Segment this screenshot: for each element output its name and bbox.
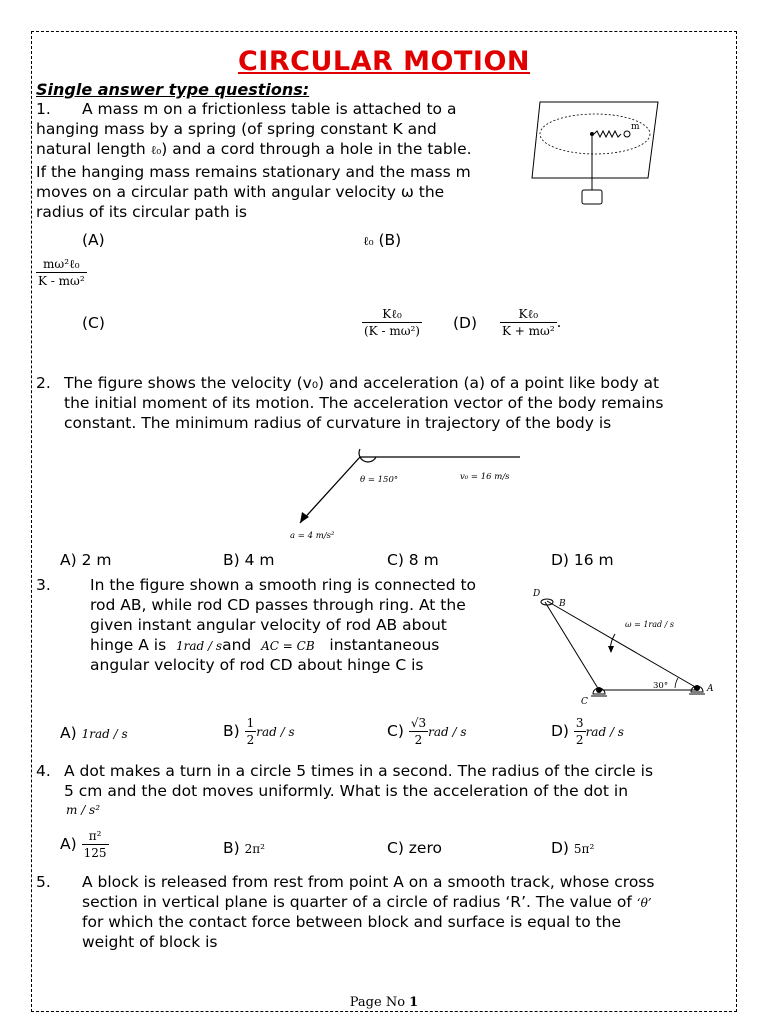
q4-number: 4.: [36, 762, 51, 780]
q1-fig-m-label: m: [631, 122, 640, 132]
q3-option-c: C) $\frac{√3}{2}$ rad / s: [387, 716, 467, 747]
page-number: 1: [409, 995, 419, 1010]
q3-line2: rod AB, while rod CD passes through ring. At the: [90, 596, 466, 614]
q2-number: 2.: [36, 374, 51, 392]
q4-option-d: D) 5π²: [551, 839, 595, 857]
q1-optA-label: (A): [82, 231, 105, 249]
q3-line1: In the figure shown a smooth ring is connected to: [90, 576, 477, 594]
q3-line5: angular velocity of rod CD about hinge C is: [90, 656, 424, 674]
q1-line2: hanging mass by a spring (of spring constant K and: [36, 120, 437, 138]
q1-optD-label: (D): [453, 314, 478, 332]
q2-option-d: D) 16 m: [551, 551, 614, 569]
q2-option-b: B) 4 m: [223, 551, 275, 569]
q4-line2: 5 cm and the dot moves uniformly. What is the acceleration of the dot in: [64, 782, 629, 800]
q1-number: 1.: [36, 100, 51, 118]
q2-theta-label: θ = 150°: [360, 475, 399, 485]
q2-line1: The figure shows the velocity (v₀) and acceleration (a) of a point like body at: [64, 374, 660, 392]
q3-fig-label-a: A: [707, 684, 714, 694]
q4-line1: A dot makes a turn in a circle 5 times in a second. The radius of the circle is: [64, 762, 654, 780]
q3-fig-label-c: C: [581, 697, 588, 707]
q1-figure: [530, 98, 660, 210]
q1-optB: ℓ₀ (B): [363, 231, 402, 249]
q1-line3: natural length ℓ₀) and a cord through a hole in the table.: [36, 140, 472, 158]
q1-optC-label: (C): [82, 314, 105, 332]
q3-option-d: D) $\frac{3}{2}$ rad / s: [551, 716, 624, 747]
q2-option-a: A) 2 m: [60, 551, 112, 569]
q5-line1: A block is released from rest from point A on a smooth track, whose cross: [82, 873, 655, 891]
q1-line6: radius of its circular path is: [36, 203, 247, 221]
q1-optC-frac: $\frac{\text{Kℓ₀}}{\text{(K - mω²)}}$: [364, 307, 420, 338]
page-title: CIRCULAR MOTION: [237, 46, 530, 77]
q1-optA-frac: $\frac{\text{mω²ℓ₀}}{\text{K - mω²}}$: [38, 257, 85, 288]
q5-line4: weight of block is: [82, 933, 218, 951]
q1-line1: A mass m on a frictionless table is attached to a: [82, 100, 457, 118]
q3-number: 3.: [36, 576, 51, 594]
q2-line3: constant. The minimum radius of curvature in trajectory of the body is: [64, 414, 612, 432]
q3-option-a: A) 1rad / s: [60, 724, 128, 742]
q4-option-a: A) $\frac{\text{π²}}{125}$: [60, 829, 107, 860]
section-heading: Single answer type questions:: [36, 80, 310, 99]
q3-fig-label-b: B: [559, 599, 566, 609]
q3-line4: hinge A is 1rad / sand AC = CB instantaneous: [90, 636, 440, 654]
q2-option-c: C) 8 m: [387, 551, 439, 569]
q5-number: 5.: [36, 873, 51, 891]
q5-line3: for which the contact force between block and surface is equal to the: [82, 913, 622, 931]
q3-figure: [525, 582, 725, 710]
q2-accel-label: a = 4 m/s²: [290, 531, 335, 541]
q3-line3: given instant angular velocity of rod AB about: [90, 616, 447, 634]
q1-line4: If the hanging mass remains stationary and the mass m: [36, 163, 471, 181]
q4-unit: m / s²: [66, 803, 101, 817]
q4-option-b: B) 2π²: [223, 839, 265, 857]
q3-fig-label-d: D: [533, 589, 541, 599]
q1-optD-frac: $\frac{\text{Kℓ₀}}{\text{K + mω²}}$ .: [502, 307, 562, 338]
q4-option-c: C) zero: [387, 839, 442, 857]
q2-line2: the initial moment of its motion. The acceleration vector of the body remains: [64, 394, 664, 412]
q3-fig-omega: ω = 1rad / s: [625, 620, 675, 629]
q3-option-b: B) $\frac{1}{2}$ rad / s: [223, 716, 295, 747]
q1-line5: moves on a circular path with angular velocity ω the: [36, 183, 445, 201]
q5-line2: section in vertical plane is quarter of a circle of radius ‘R’. The value of ‘θ’: [82, 893, 652, 911]
q3-fig-angle: 30°: [653, 681, 669, 691]
l0-symbol: ℓ₀: [150, 143, 162, 157]
q2-figure: [280, 445, 540, 545]
page-footer: Page No 1: [349, 995, 419, 1010]
q2-velocity-label: v₀ = 16 m/s: [460, 472, 510, 482]
